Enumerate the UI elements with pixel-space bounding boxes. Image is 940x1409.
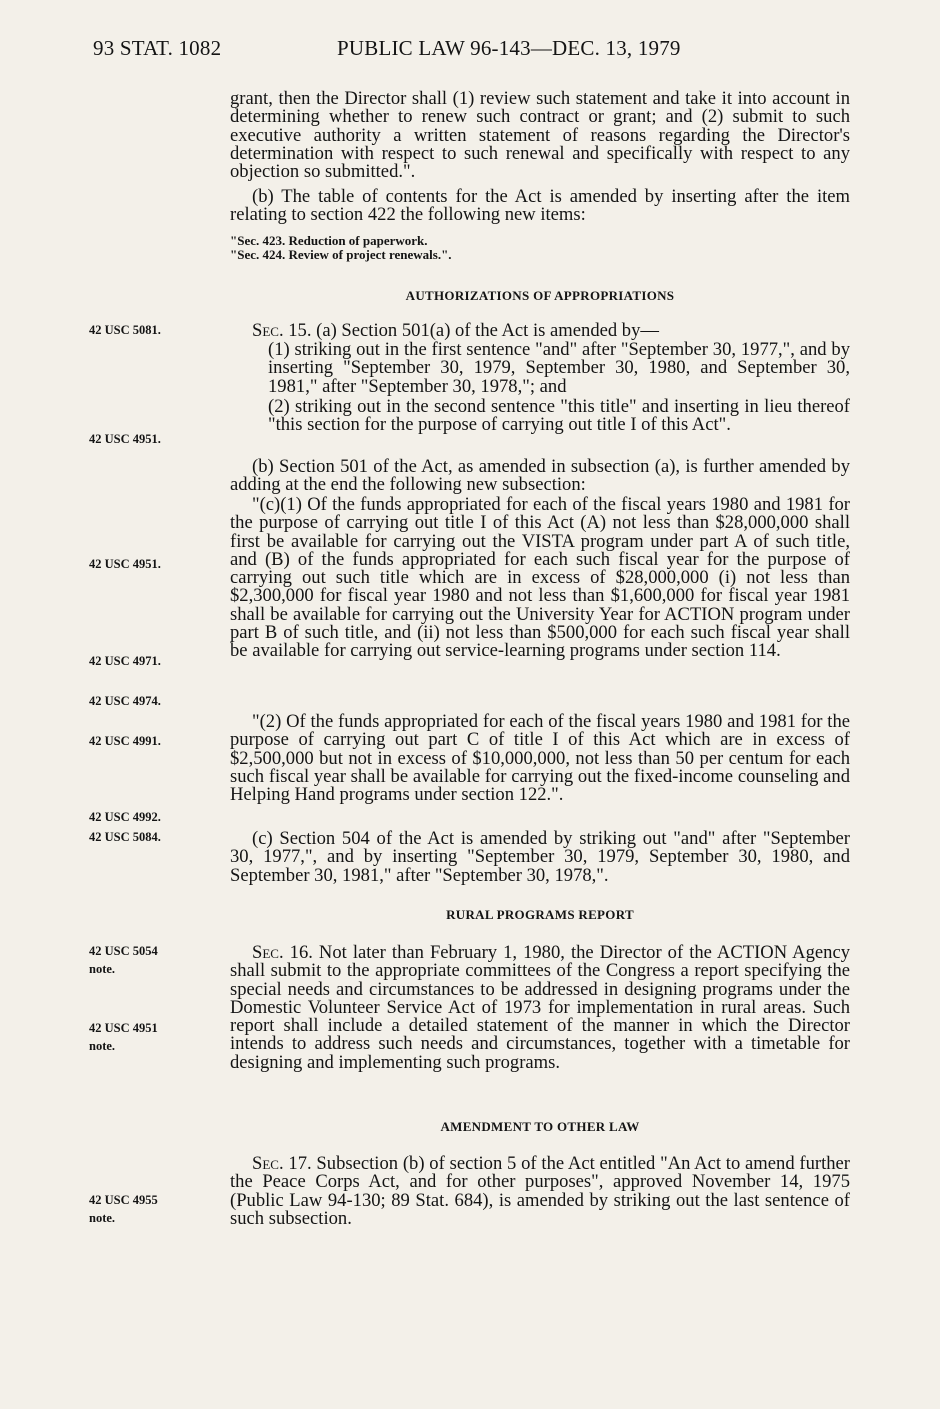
section-15-text: 15. (a) Section 501(a) of the Act is amended by— bbox=[283, 320, 659, 341]
margin-note: 42 USC 5081. bbox=[89, 323, 161, 337]
intro-paragraph: grant, then the Director shall (1) review such statement and take it into account in determining whether to renew such contract or grant; and (2) submit to such executive authority a written statement of reasons regarding the Director's determination with respect to such renewal and specifically with respect to any objection so submitted.". bbox=[230, 88, 850, 183]
section-heading: AMENDMENT TO OTHER LAW bbox=[440, 1119, 640, 1134]
section-17-text: 17. Subsection (b) of section 5 of the Act entitled "An Act to amend further the Peace Corps Act, and for other purposes", approved November 14, 1975 (Public Law 94-130; 89 Stat. 684), is amended by striking out the last sentence of such subsection. bbox=[230, 1153, 850, 1229]
toc-amendment-paragraph: (b) The table of contents for the Act is amended by inserting after the item relating to section 422 the following new items: bbox=[230, 186, 850, 226]
section-heading: AUTHORIZATIONS OF APPROPRIATIONS bbox=[405, 288, 675, 303]
margin-note: 42 USC 4971. bbox=[89, 654, 161, 668]
section-heading: RURAL PROGRAMS REPORT bbox=[446, 907, 634, 922]
section-17 bbox=[230, 1155, 850, 1228]
margin-note: note. bbox=[89, 1039, 116, 1053]
margin-note: note. bbox=[89, 1211, 116, 1225]
section-15-intro bbox=[230, 322, 850, 340]
statute-page-number: 93 STAT. 1082 bbox=[93, 36, 222, 60]
margin-note: 42 USC 4951. bbox=[89, 432, 161, 446]
subsection-c1: "(c)(1) Of the funds appropriated for each of the fiscal years 1980 and 1981 for the purpose of carrying out title I of this Act (A) not less than $28,000,000 shall first be available for carrying out the VISTA program under part A of such title, and (B) of the funds appropriated for each such fiscal year for the purpose of carrying out such title which are in excess of $28,000,000 (i) not less than $2,300,000 for fiscal year 1980 and not less than $1,600,000 for fiscal year 1981 shall be available for carrying out the University Year for ACTION program under part B of such title, and (ii) not less than $500,000 for each such fiscal year shall be available for carrying out service-learning programs under section 114. bbox=[230, 494, 850, 662]
toc-entry: "Sec. 423. Reduction of paperwork. bbox=[230, 233, 428, 248]
margin-note: note. bbox=[89, 962, 116, 976]
section-label: Sec. bbox=[252, 320, 284, 341]
section-15-item-2: (2) striking out in the second sentence "this title" and inserting in lieu thereof "this section for the purpose of carrying out title I of this Act". bbox=[268, 396, 850, 436]
body-column bbox=[230, 0, 850, 1409]
section-16-text: 16. Not later than February 1, 1980, the Director of the ACTION Agency shall submit to the appropriate committees of the Congress a report specifying the special needs and circumstances to be addressed in designing programs under the Domestic Volunteer Service Act of 1973 for implementation in rural areas. Such report shall include a detailed statement of the manner in which the Director intends to address such needs and circumstances, together with a timetable for designing and implementing such programs. bbox=[230, 942, 850, 1073]
margin-note: 42 USC 4951. bbox=[89, 557, 161, 571]
margin-note: 42 USC 4951 bbox=[89, 1021, 158, 1035]
subsection-c2: "(2) Of the funds appropriated for each of the fiscal years 1980 and 1981 for the purpose of carrying out part C of title I of this Act which are in excess of $2,500,000 but not in excess of $10,000,000, not less than 50 per centum for each such fiscal year shall be available for carrying out the fixed-income counseling and Helping Hand programs under section 122.". bbox=[230, 711, 850, 806]
margin-note: 42 USC 4974. bbox=[89, 694, 161, 708]
margin-note: 42 USC 4991. bbox=[89, 734, 161, 748]
section-15-b: (b) Section 501 of the Act, as amended in subsection (a), is further amended by adding at the end the following new subsection: bbox=[230, 456, 850, 496]
section-label: Sec. bbox=[252, 1153, 284, 1174]
public-law-title: PUBLIC LAW 96-143—DEC. 13, 1979 bbox=[337, 36, 681, 60]
margin-note: 42 USC 5054 bbox=[89, 944, 158, 958]
section-15-c: (c) Section 504 of the Act is amended by striking out "and" after "September 30, 1977,", and by inserting "September 30, 1979, September 30, 1980, and September 30, 1981," after "September 30, 1978,". bbox=[230, 828, 850, 886]
section-16 bbox=[230, 944, 850, 1072]
margin-note: 42 USC 5084. bbox=[89, 830, 161, 844]
section-label: Sec. bbox=[252, 942, 284, 963]
section-15-item-1: (1) striking out in the first sentence "and" after "September 30, 1977,", and by inserting "September 30, 1979, September 30, 1980, and September 30, 1981," after "September 30, 1978,"; and bbox=[268, 339, 850, 397]
margin-note: 42 USC 4992. bbox=[89, 810, 161, 824]
toc-entry: "Sec. 424. Review of project renewals.". bbox=[230, 247, 452, 262]
margin-note: 42 USC 4955 bbox=[89, 1193, 158, 1207]
